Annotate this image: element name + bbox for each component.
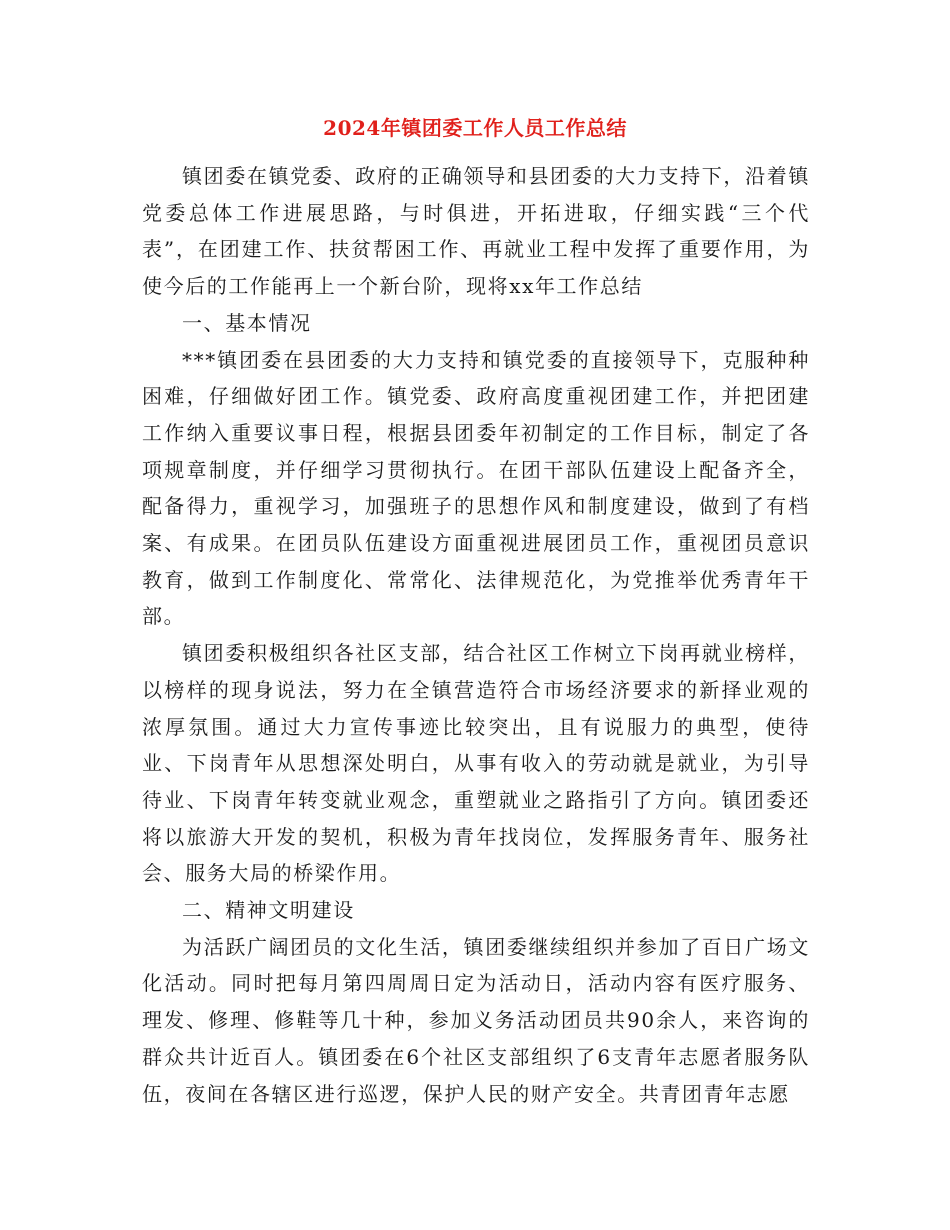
paragraph-cultural-activities: 为活跃广阔团员的文化生活，镇团委继续组织并参加了百日广场文化活动。同时把每月第四周周日定为活动日，活动内容有医疗服务、理发、修理、修鞋等几十种，参加义务活动团员共90余人，来咨询的群众共计近百人。镇团委在6个社区支部组织了6支青年志愿者服务队伍，夜间在各辖区进行巡逻，保护人民的财产安全。共青团青年志愿 (142, 934, 810, 1106)
paragraph-basic-situation: ***镇团委在县团委的大力支持和镇党委的直接领导下，克服种种困难，仔细做好团工作。镇党委、政府高度重视团建工作，并把团建工作纳入重要议事日程，根据县团委年初制定的工作目标，制定了各项规章制度，并仔细学习贯彻执行。在团干部队伍建设上配备齐全，配备得力，重视学习，加强班子的思想作风和制度建设，做到了有档案、有成果。在团员队伍建设方面重视进展团员工作，重视团员意识教育，做到工作制度化、常常化、法律规范化，为党推举优秀青年干部。 (142, 347, 810, 629)
section-heading-basic-situation: 一、基本情况 (182, 310, 312, 335)
section-heading-spiritual-civilization: 二、精神文明建设 (182, 898, 355, 923)
document-title: 2024年镇团委工作人员工作总结 (323, 116, 627, 140)
paragraph-employment: 镇团委积极组织各社区支部，结合社区工作树立下岗再就业榜样，以榜样的现身说法，努力在全镇营造符合市场经济要求的新择业观的浓厚氛围。通过大力宣传事迹比较突出，且有说服力的典型，使待业、下岗青年从思想深处明白，从事有收入的劳动就是就业，为引导待业、下岗青年转变就业观念，重塑就业之路指引了方向。镇团委还将以旅游大开发的契机，积极为青年找岗位，发挥服务青年、服务社会、服务大局的桥梁作用。 (142, 641, 810, 886)
document-body (142, 158, 810, 1112)
paragraph-intro: 镇团委在镇党委、政府的正确领导和县团委的大力支持下，沿着镇党委总体工作进展思路，与时俱进，开拓进取，仔细实践“三个代表”，在团建工作、扶贫帮困工作、再就业工程中发挥了重要作用，为使今后的工作能再上一个新台阶，现将xx年工作总结 (142, 164, 810, 299)
